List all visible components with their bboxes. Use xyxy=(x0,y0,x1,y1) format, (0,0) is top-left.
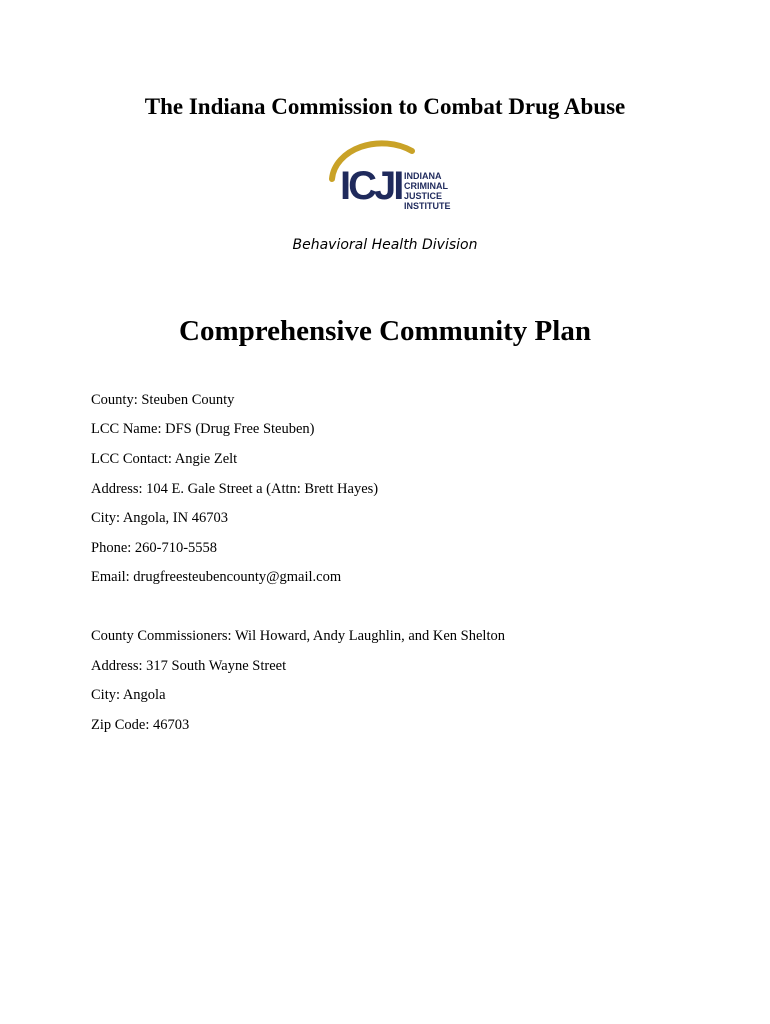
county-line: County: Steuben County xyxy=(91,392,235,408)
lcc-name-line: LCC Name: DFS (Drug Free Steuben) xyxy=(91,421,315,437)
logo-monogram: ICJI xyxy=(340,164,402,208)
icji-logo xyxy=(326,139,451,219)
phone-line: Phone: 260-710-5558 xyxy=(91,540,218,556)
commissioners-address-line: Address: 317 South Wayne Street xyxy=(91,658,287,674)
lcc-city-line: City: Angola, IN 46703 xyxy=(91,510,228,526)
logo-line-criminal: CRIMINAL xyxy=(404,181,448,191)
document-header-title: The Indiana Commission to Combat Drug Abuse xyxy=(144,94,626,119)
lcc-contact-line: LCC Contact: Angie Zelt xyxy=(91,451,238,467)
division-subtitle: Behavioral Health Division xyxy=(292,237,478,253)
commissioners-city-line: City: Angola xyxy=(91,687,166,703)
logo-line-indiana: INDIANA xyxy=(404,171,442,181)
logo-line-justice: JUSTICE xyxy=(404,191,443,201)
lcc-address-line: Address: 104 E. Gale Street a (Attn: Brett Hayes) xyxy=(91,481,379,497)
logo-line-institute: INSTITUTE xyxy=(404,201,451,211)
commissioners-line: County Commissioners: Wil Howard, Andy Laughlin, and Ken Shelton xyxy=(91,628,505,644)
plan-title: Comprehensive Community Plan xyxy=(179,315,591,347)
email-line: Email: drugfreesteubencounty@gmail.com xyxy=(91,569,342,585)
zip-code-line: Zip Code: 46703 xyxy=(91,717,190,733)
